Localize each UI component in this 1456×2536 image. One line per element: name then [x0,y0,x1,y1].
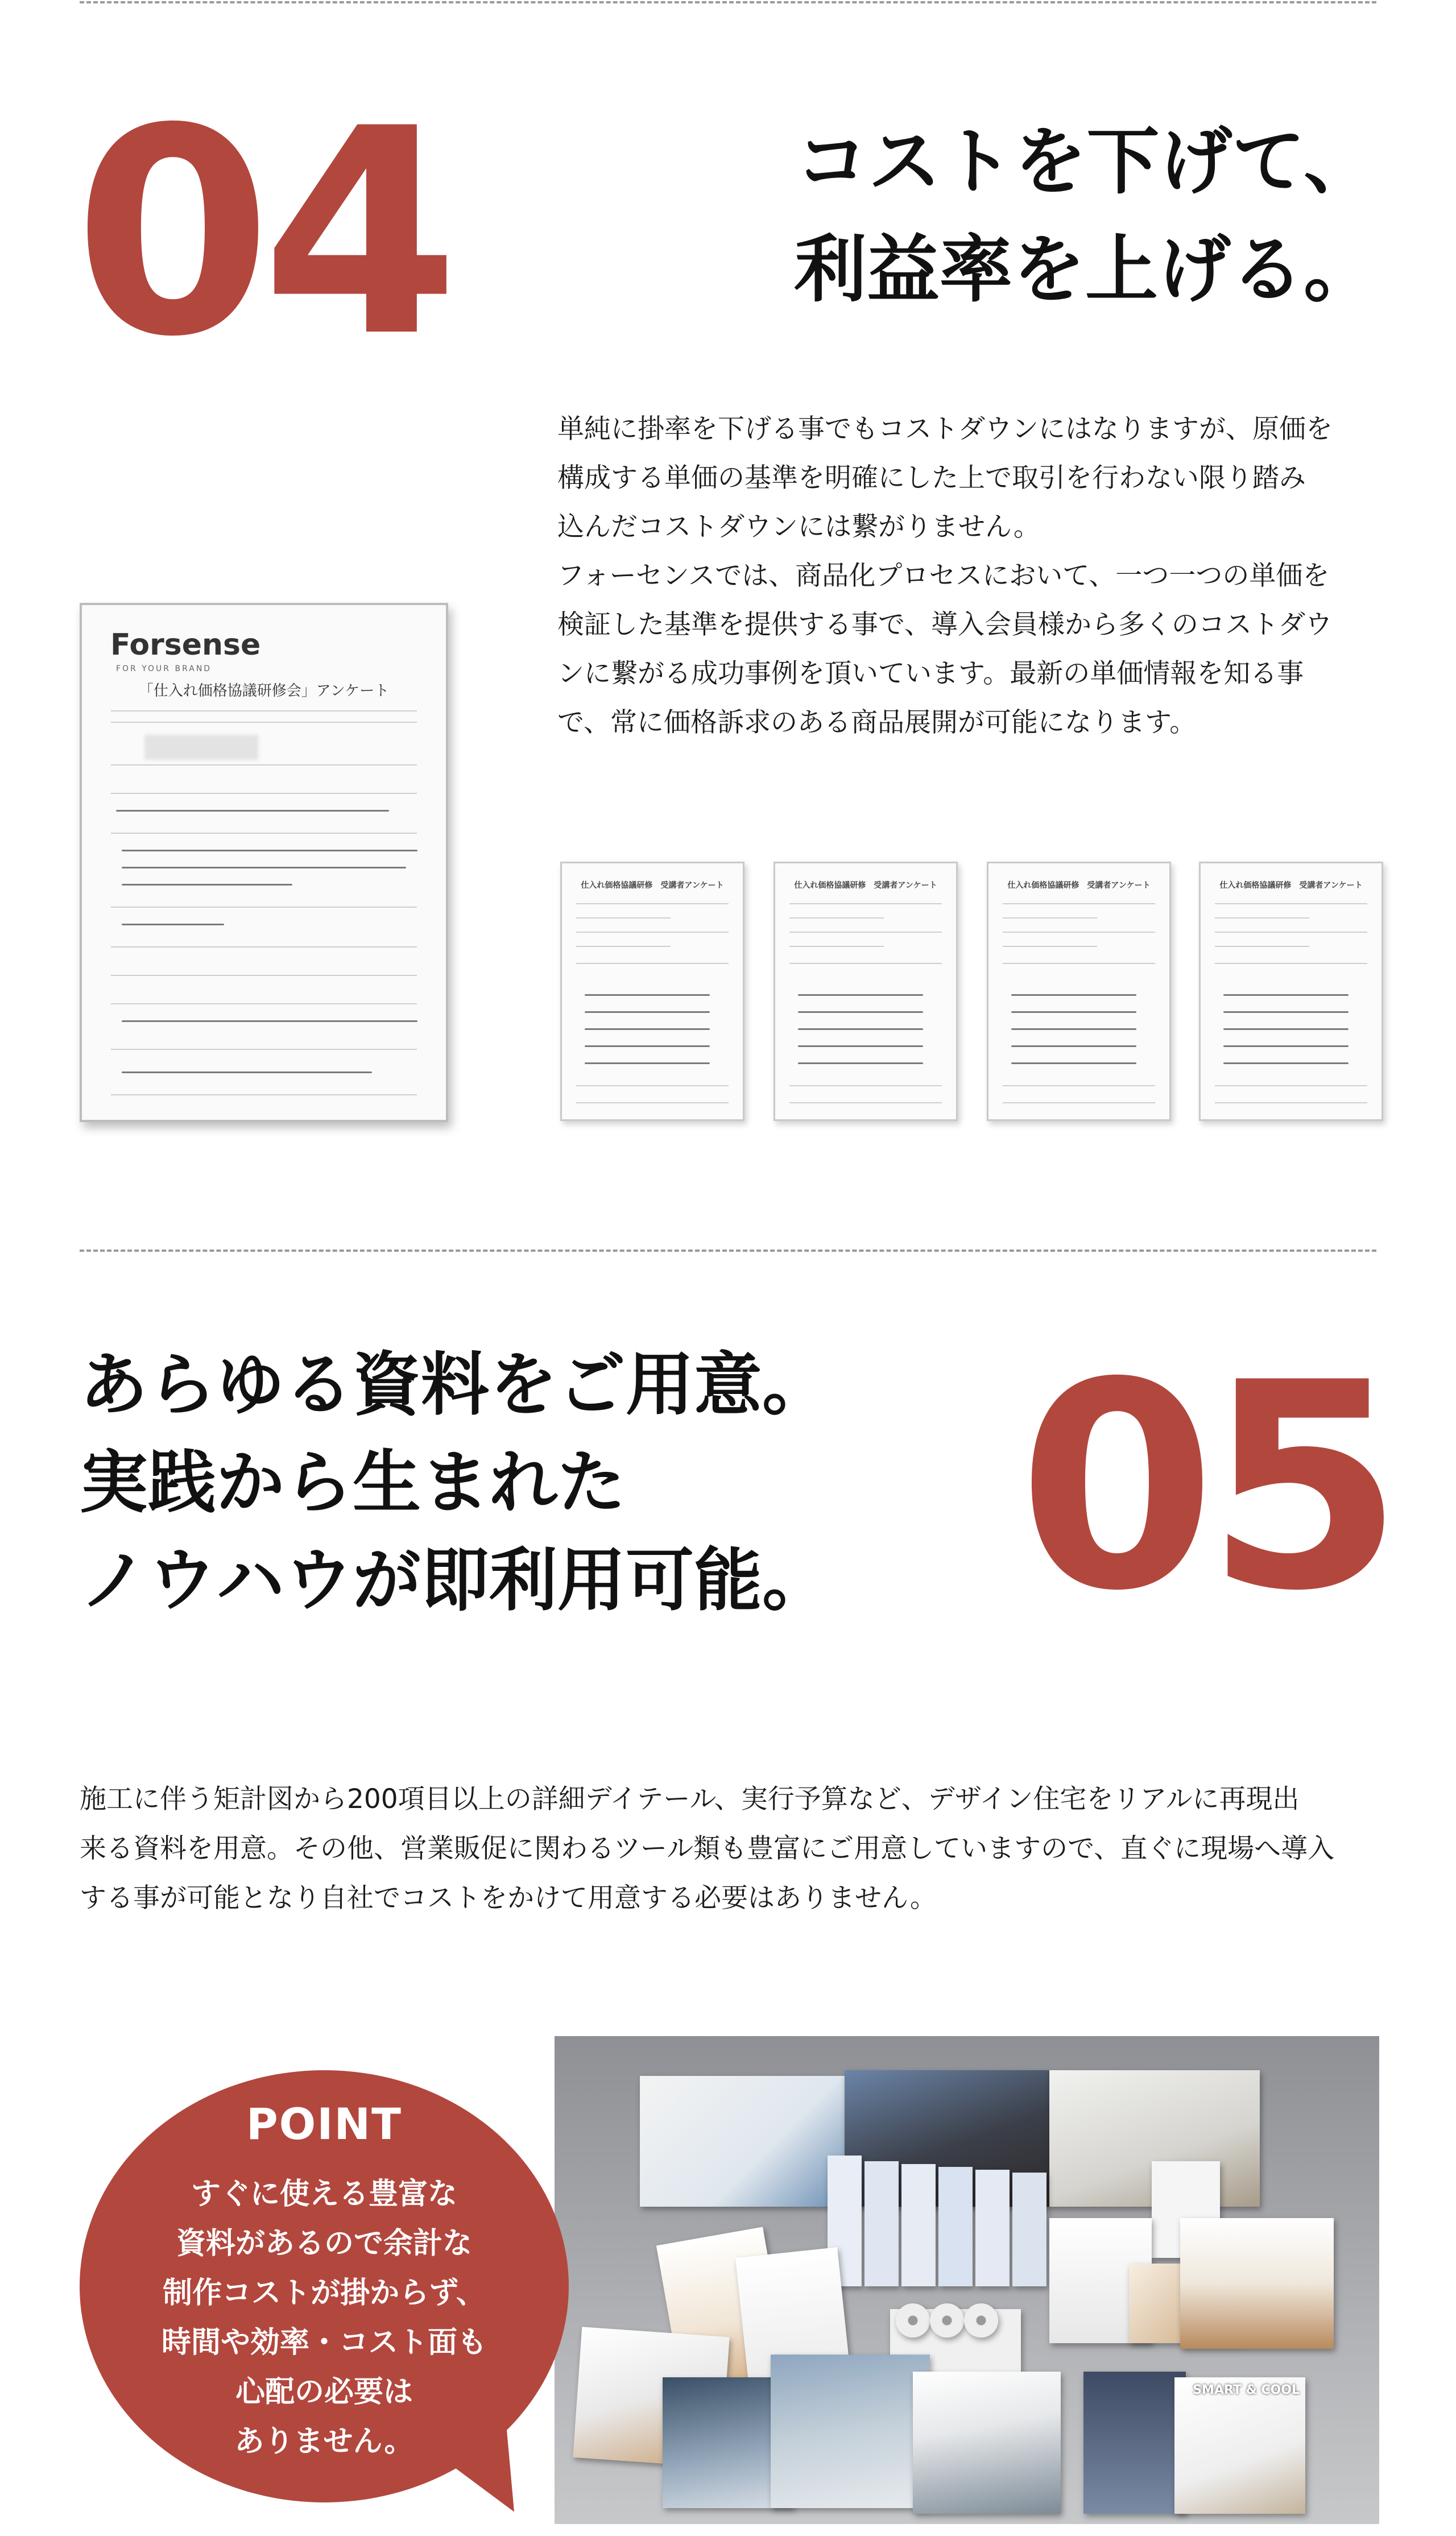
point-line: 時間や効率・コスト面も [161,2326,487,2360]
forsense-logo-tagline: FOR YOUR BRAND [116,664,212,673]
point-line: ありません。 [234,2425,414,2459]
section-04-title [794,108,1376,324]
paragraph-line: 構成する単価の基準を明確にした上で取引を行わない限り踏み [557,462,1306,494]
point-line: 資料があるので余計な [176,2227,472,2261]
survey-sheet-small [1199,862,1383,1121]
forsense-logo: Forsense [110,628,261,662]
section-number-04: 04 [74,68,449,399]
section-04-paragraph [557,405,1382,747]
survey-sheet-small [560,862,744,1121]
section-05-title [80,1337,830,1630]
paragraph-line: で、常に価格訴求のある商品展開が可能になります。 [557,707,1197,738]
point-line: 心配の必要は [235,2375,413,2409]
paragraph-line: する事が可能となり自社でコストをかけて用意する必要はありません。 [80,1883,937,1914]
paragraph-line: 検証した基準を提供する事で、導入会員様から多くのコストダウ [557,609,1333,640]
paragraph-line: 込んだコストダウンには繋がりません。 [557,511,1040,543]
paragraph-line: フォーセンスでは、商品化プロセスにおいて、一つ一つの単価を [557,560,1330,591]
title-line: あらゆる資料をご用意。 [80,1346,830,1425]
point-line: 制作コストが掛からず、 [163,2276,486,2310]
point-line: すぐに使える豊富な [191,2177,457,2211]
smart-cool-caption: SMART & COOL [1193,2383,1300,2397]
section-05-paragraph [80,1774,1382,1923]
top-divider [80,1,1376,3]
survey-sheet-small [774,862,958,1121]
paragraph-line: 単純に掛率を下げる事でもコストダウンにはなりますが、原価を [557,413,1333,445]
survey-sheet-heading: 仕入れ価格協議研修 受講者アンケート [1219,881,1363,890]
title-line: ノウハウが即利用可能。 [80,1541,830,1620]
survey-sheet-heading: 仕入れ価格協議研修 受講者アンケート [794,881,937,890]
survey-sheet-small [987,862,1171,1121]
paragraph-line: 来る資料を用意。その他、営業販促に関わるツール類も豊富にご用意していますので、直ぐに現場へ導入 [80,1833,1335,1864]
point-label: POINT [246,2099,403,2149]
point-text [119,2170,529,2467]
survey-heading: 「仕入れ価格協議研修会」アンケート [138,682,390,700]
section-number-05: 05 [1018,1322,1393,1653]
materials-photo [555,2036,1379,2524]
paragraph-line: 施工に伴う矩計図から200項目以上の詳細デイテール、実行予算など、デザイン住宅をリアルに再現出 [80,1784,1300,1815]
title-line: 実践から生まれた [80,1443,626,1523]
survey-sheet-heading: 仕入れ価格協議研修 受講者アンケート [1007,881,1151,890]
title-line: コストを下げて、 [795,119,1376,204]
section-divider [80,1250,1376,1252]
survey-sheet-large [80,603,448,1122]
survey-sheet-heading: 仕入れ価格協議研修 受講者アンケート [581,881,724,890]
title-line: 利益率を上げる。 [793,227,1376,312]
paragraph-line: ンに繋がる成功事例を頂いています。最新の単価情報を知る事 [557,658,1304,689]
